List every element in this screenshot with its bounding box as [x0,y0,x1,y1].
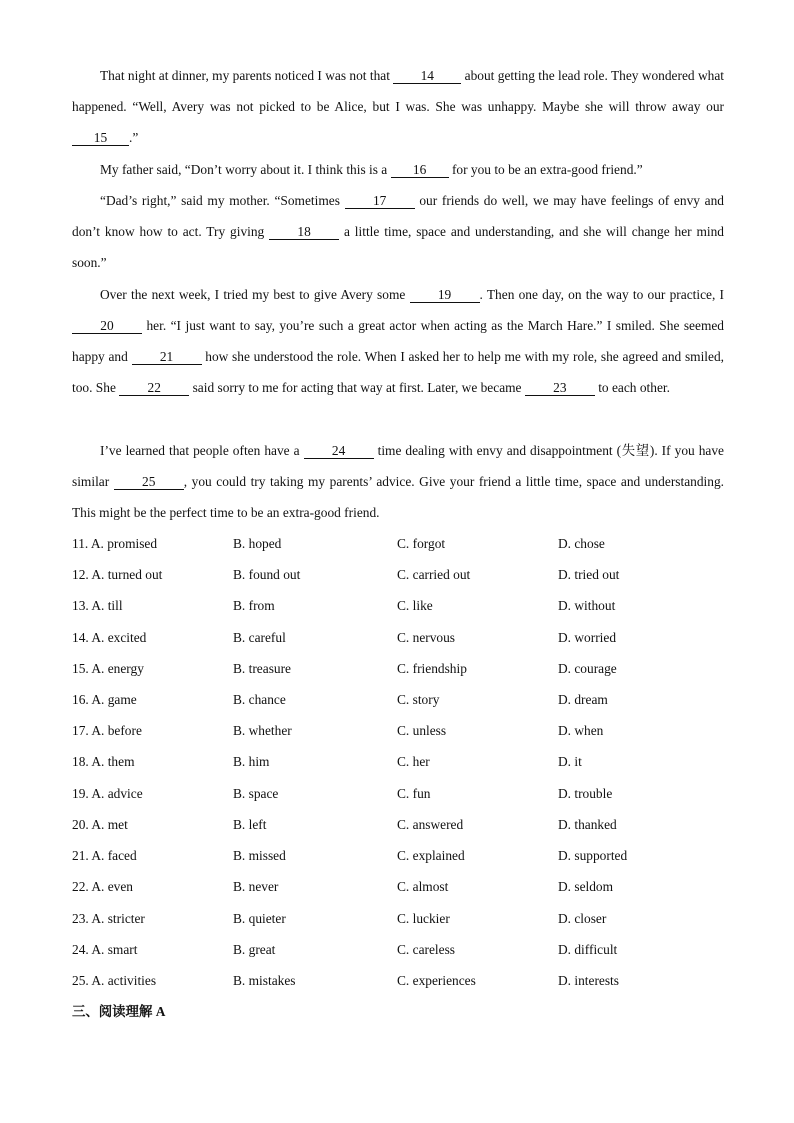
option-d: D. closer [558,911,607,926]
passage-text: .” [129,130,139,146]
option-a: 20. A. met [72,817,128,832]
option-c: C. unless [397,723,447,738]
blank-15: 15 [72,130,129,146]
option-c: C. answered [397,817,464,832]
passage-text: for you to be an extra-good friend.” [448,162,643,177]
option-a: 19. A. advice [72,786,143,801]
option-a: 21. A. faced [72,848,137,863]
option-c: C. like [397,598,433,613]
option-a: 23. A. stricter [72,911,145,926]
passage-paragraph-5 [72,435,724,528]
blank-20: 20 [72,318,142,334]
blank-24: 24 [304,443,374,459]
passage-text: , you could try taking my parents’ advice. Give your friend a little time, space and understanding. This might be the perfect time to be an extra-good friend. [72,474,725,521]
option-a: 15. A. energy [72,661,144,676]
option-b: B. found out [233,567,301,582]
option-d: D. without [558,598,616,613]
option-a: 22. A. even [72,879,133,894]
option-b: B. him [233,754,270,769]
passage-text: how she understood the role. When I asked her to help me with my role, she agreed and smiled, too. She [72,349,724,396]
option-b: B. space [233,786,279,801]
passage-paragraph-1 [72,60,724,153]
passage-text: to each other. [594,380,670,396]
passage-text: time dealing with envy and disappointment (失望). If you have similar [72,443,724,490]
passage-text: . Then one day, on the way to our practice, I [479,287,724,302]
option-d: D. it [558,754,582,769]
blank-17: 17 [345,193,415,209]
option-d: D. difficult [558,942,618,957]
option-c: C. explained [397,848,465,863]
passage-paragraph-4 [72,279,724,403]
option-d: D. dream [558,692,608,707]
option-a: 11. A. promised [72,536,158,551]
blank-23: 23 [525,380,595,396]
option-d: D. when [558,723,604,738]
passage-text: said sorry to me for acting that way at first. Later, we became [189,380,525,396]
passage-text: about getting the lead role. They wondered what happened. “Well, Avery was not picked to be Alice, but I was. She was unhappy. Maybe she will throw away our [72,68,724,115]
option-b: B. great [233,942,276,957]
option-c: C. fun [397,786,431,801]
option-b: B. whether [233,723,292,738]
option-c: C. almost [397,879,449,894]
option-c: C. story [397,692,440,707]
option-b: B. treasure [233,661,292,676]
option-b: B. missed [233,848,286,863]
option-b: B. from [233,598,275,613]
option-d: D. courage [558,661,617,676]
passage-text: My father said, “Don’t worry about it. I think this is a [100,162,391,177]
option-d: D. thanked [558,817,617,832]
option-d: D. worried [558,630,617,645]
passage-text: her. “I just want to say, you’re such a great actor when acting as the March Hare.” I smiled. She seemed happy and [72,318,724,365]
passage-paragraph-3 [72,185,724,278]
option-c: C. luckier [397,911,450,926]
option-c: C. careless [397,942,456,957]
option-b: B. never [233,879,279,894]
option-c: C. carried out [397,567,471,582]
option-b: B. chance [233,692,286,707]
passage-text: That night at dinner, my parents noticed I was not that [100,68,394,83]
option-d: D. trouble [558,786,613,801]
passage-paragraph-2 [72,154,724,185]
option-c: C. forgot [397,536,446,551]
option-d: D. interests [558,973,619,988]
option-d: D. supported [558,848,628,863]
option-c: C. nervous [397,630,456,645]
blank-21: 21 [132,349,202,365]
option-a: 24. A. smart [72,942,138,957]
option-a: 14. A. excited [72,630,147,645]
option-d: D. tried out [558,567,620,582]
option-a: 25. A. activities [72,973,157,988]
section-heading: 三、阅读理解 A [72,1004,166,1019]
option-d: D. chose [558,536,605,551]
passage-text: a little time, space and understanding, and she will change her mind soon.” [72,224,724,271]
option-c: C. friendship [397,661,467,676]
option-b: B. left [233,817,267,832]
option-a: 17. A. before [72,723,142,738]
option-d: D. seldom [558,879,614,894]
option-c: C. experiences [397,973,476,988]
option-a: 16. A. game [72,692,137,707]
passage-text: “Dad’s right,” said my mother. “Sometimes [100,193,345,208]
option-b: B. hoped [233,536,282,551]
option-b: B. mistakes [233,973,296,988]
blank-25: 25 [114,474,184,490]
blank-14: 14 [393,68,461,84]
blank-18: 18 [269,224,339,240]
passage-text: I’ve learned that people often have a [100,443,304,458]
blank-16: 16 [391,162,449,178]
option-a: 18. A. them [72,754,135,769]
passage-text: our friends do well, we may have feelings of envy and don’t know how to act. Try giving [72,193,724,240]
option-c: C. her [397,754,430,769]
option-b: B. careful [233,630,286,645]
option-b: B. quieter [233,911,286,926]
option-a: 13. A. till [72,598,123,613]
blank-22: 22 [119,380,189,396]
option-a: 12. A. turned out [72,567,163,582]
passage-text: Over the next week, I tried my best to give Avery some [100,287,410,302]
blank-19: 19 [410,287,480,303]
